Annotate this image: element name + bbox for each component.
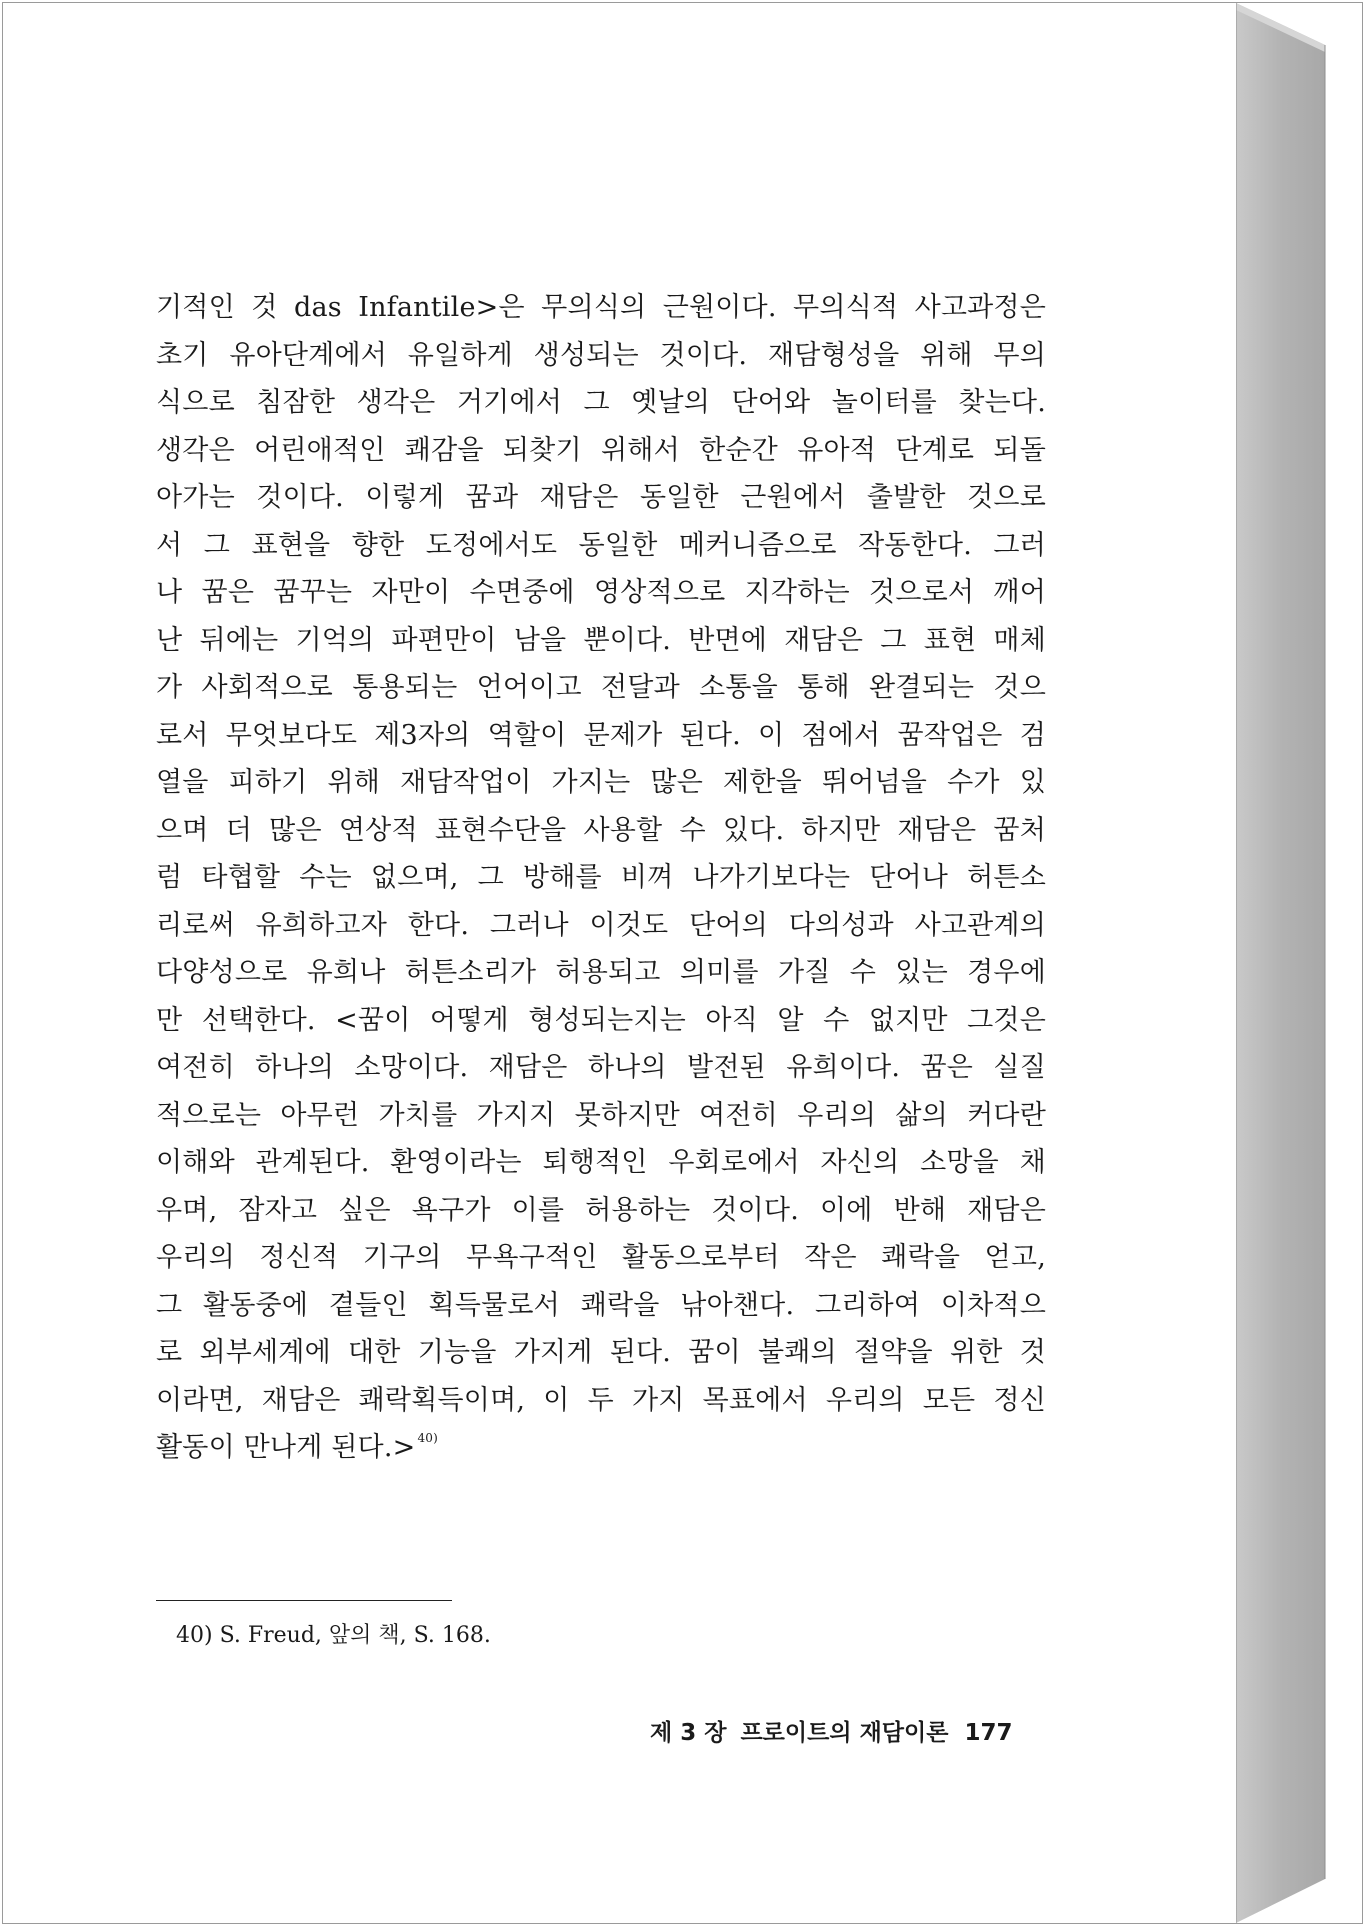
text-line bbox=[156, 1424, 1046, 1472]
text-line bbox=[156, 949, 1046, 997]
text-line-content: 열을 피하기 위해 재담작업이 가지는 많은 제한을 뛰어넘을 수가 있 bbox=[156, 767, 1046, 798]
text-line bbox=[156, 427, 1046, 475]
page-number: 177 bbox=[964, 1720, 1013, 1746]
text-line bbox=[156, 332, 1046, 380]
text-line-content: 식으로 침잠한 생각은 거기에서 그 옛날의 단어와 놀이터를 찾는다. bbox=[156, 387, 1046, 418]
footnote: 40) S. Freud, 앞의 책, S. 168. bbox=[176, 1623, 491, 1648]
text-line bbox=[156, 379, 1046, 427]
text-line bbox=[156, 997, 1046, 1045]
footer-chapter: 제 3 장 bbox=[650, 1720, 727, 1746]
text-line-content: 난 뒤에는 기억의 파편만이 남을 뿐이다. 반면에 재담은 그 표현 매체 bbox=[156, 624, 1046, 656]
text-line-content: 나 꿈은 꿈꾸는 자만이 수면중에 영상적으로 지각하는 것으로서 깨어 bbox=[156, 577, 1046, 608]
text-line-content: 서 그 표현을 향한 도정에서도 동일한 메커니즘으로 작동한다. 그러 bbox=[156, 529, 1046, 561]
text-line-content: 생각은 어린애적인 쾌감을 되찾기 위해서 한순간 유아적 단계로 되돌 bbox=[156, 434, 1046, 466]
text-line-content: 우며, 잠자고 싶은 욕구가 이를 허용하는 것이다. 이에 반해 재담은 bbox=[156, 1194, 1046, 1226]
text-line bbox=[156, 1282, 1046, 1330]
footer-title: 프로이트의 재담이론 bbox=[740, 1720, 949, 1746]
text-line bbox=[156, 1377, 1046, 1425]
body-text bbox=[156, 284, 1046, 1472]
text-line bbox=[156, 664, 1046, 712]
text-line bbox=[156, 854, 1046, 902]
footnote-divider bbox=[156, 1600, 452, 1601]
text-line-content: 이해와 관계된다. 환영이라는 퇴행적인 우회로에서 자신의 소망을 채 bbox=[156, 1147, 1046, 1178]
text-line bbox=[156, 617, 1046, 665]
text-line bbox=[156, 1234, 1046, 1282]
text-line bbox=[156, 1139, 1046, 1187]
text-line-content: 가 사회적으로 통용되는 언어이고 전달과 소통을 통해 완결되는 것으 bbox=[156, 672, 1046, 703]
text-line bbox=[156, 759, 1046, 807]
text-line-content: 럼 타협할 수는 없으며, 그 방해를 비껴 나가기보다는 단어나 허튼소 bbox=[156, 862, 1046, 893]
text-line-content: 우리의 정신적 기구의 무욕구적인 활동으로부터 작은 쾌락을 얻고, bbox=[156, 1242, 1046, 1273]
text-line bbox=[156, 1187, 1046, 1235]
text-line-content: 리로써 유희하고자 한다. 그러나 이것도 단어의 다의성과 사고관계의 bbox=[156, 909, 1046, 941]
text-line bbox=[156, 1044, 1046, 1092]
running-footer bbox=[650, 1714, 1012, 1747]
text-line bbox=[156, 474, 1046, 522]
text-line-content: 로 외부세계에 대한 기능을 가지게 된다. 꿈이 불쾌의 절약을 위한 것 bbox=[156, 1337, 1046, 1368]
text-line bbox=[156, 569, 1046, 617]
text-line bbox=[156, 807, 1046, 855]
text-line bbox=[156, 284, 1046, 332]
text-line-content: 아가는 것이다. 이렇게 꿈과 재담은 동일한 근원에서 출발한 것으로 bbox=[156, 482, 1046, 513]
text-line bbox=[156, 1329, 1046, 1377]
text-line-content: 로서 무엇보다도 제3자의 역할이 문제가 된다. 이 점에서 꿈작업은 검 bbox=[156, 719, 1046, 751]
footnote-reference[interactable]: 40) bbox=[417, 1431, 438, 1445]
text-line-content: 활동이 만나게 된다.> bbox=[156, 1432, 416, 1463]
text-line bbox=[156, 522, 1046, 570]
text-line-content: 기적인 것 das Infantile>은 무의식의 근원이다. 무의식적 사고과정은 bbox=[156, 292, 1046, 323]
text-line-content: 다양성으로 유희나 허튼소리가 허용되고 의미를 가질 수 있는 경우에 bbox=[156, 957, 1046, 988]
text-line-content: 적으로는 아무런 가치를 가지지 못하지만 여전히 우리의 삶의 커다란 bbox=[156, 1099, 1046, 1131]
text-line-content: 초기 유아단계에서 유일하게 생성되는 것이다. 재담형성을 위해 무의 bbox=[156, 339, 1046, 371]
text-line-content: 으며 더 많은 연상적 표현수단을 사용할 수 있다. 하지만 재담은 꿈처 bbox=[156, 814, 1046, 846]
text-line-content: 만 선택한다. <꿈이 어떻게 형성되는지는 아직 알 수 없지만 그것은 bbox=[156, 1004, 1046, 1036]
text-line-content: 그 활동중에 곁들인 획득물로서 쾌락을 낚아챈다. 그리하여 이차적으 bbox=[156, 1289, 1046, 1321]
text-line-content: 여전히 하나의 소망이다. 재담은 하나의 발전된 유희이다. 꿈은 실질 bbox=[156, 1052, 1046, 1083]
text-line bbox=[156, 902, 1046, 950]
text-line bbox=[156, 712, 1046, 760]
text-line bbox=[156, 1092, 1046, 1140]
text-line-content: 이라면, 재담은 쾌락획득이며, 이 두 가지 목표에서 우리의 모든 정신 bbox=[156, 1384, 1046, 1416]
